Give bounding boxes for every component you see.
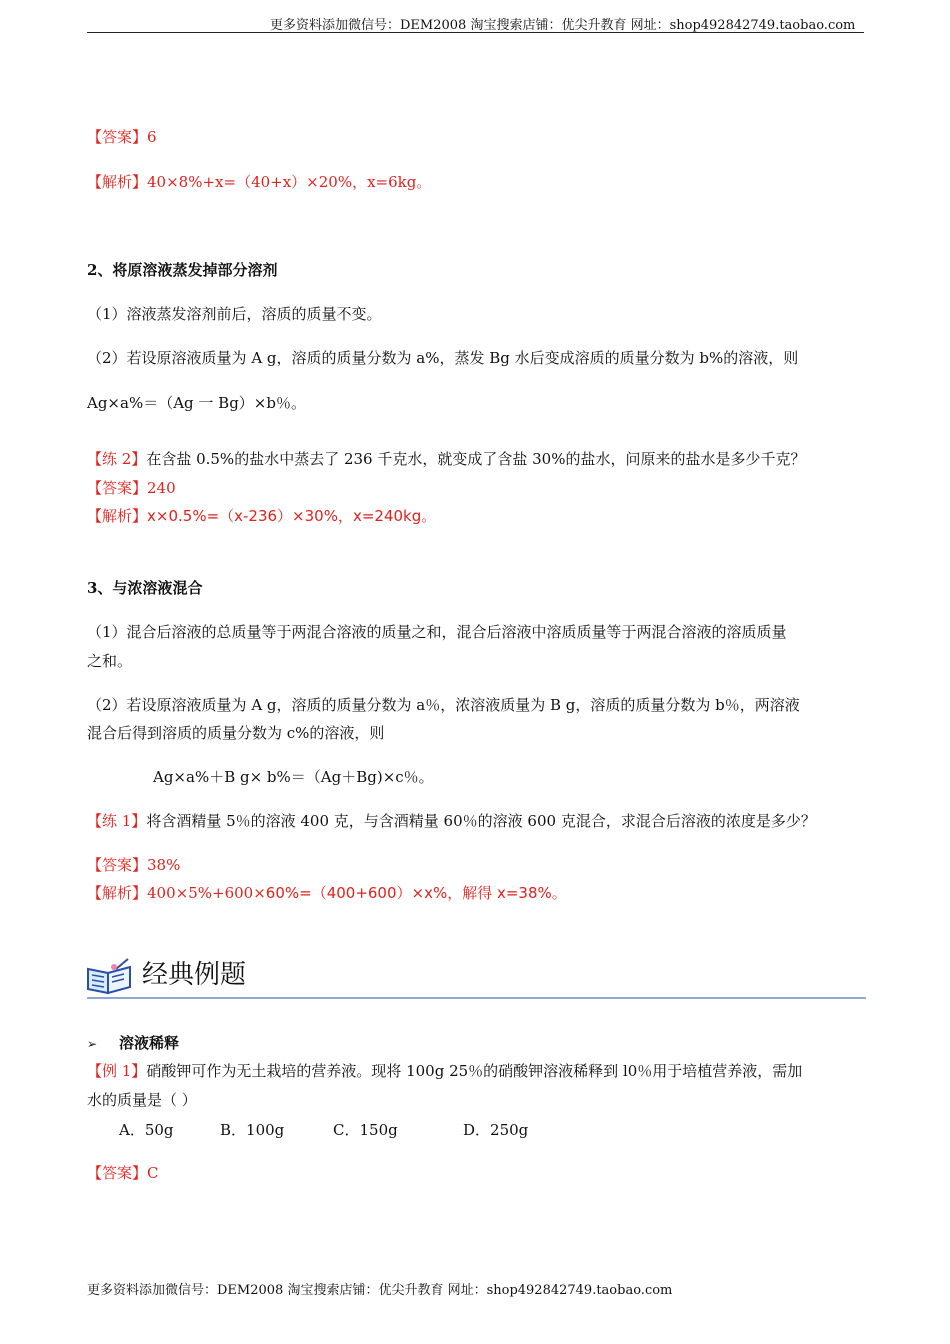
header-rule: [87, 32, 864, 33]
option-a: A．50g: [119, 1121, 174, 1139]
answer-line-4: [87, 1163, 159, 1183]
analysis-line-1: [87, 172, 431, 192]
answer-value: 240: [147, 479, 176, 497]
formula: Ag×a%＝（Ag 一 Bg）×b％。: [87, 394, 306, 412]
paragraph: 之和。: [87, 652, 133, 670]
answer-line-2: [87, 478, 176, 498]
analysis-text: x×0.5%=（x-236）×30%，x=240kg。: [147, 507, 437, 525]
answer-tag: 【答案】: [87, 1164, 148, 1182]
subsection-title: 溶液稀释: [119, 1034, 180, 1052]
page-header: 更多资料添加微信号：DEM2008 淘宝搜索店铺：优尖升教育 网址：shop492842749.taobao.com: [270, 18, 856, 33]
answer-tag: 【答案】: [87, 856, 148, 874]
answer-value: 38%: [147, 856, 181, 874]
section-rule: [87, 997, 866, 999]
paragraph: （1）混合后溶液的总质量等于两混合溶液的质量之和，混合后溶液中溶质质量等于两混合溶液的溶质质量: [87, 623, 787, 641]
practice-tag: 【练 1】: [87, 812, 147, 830]
analysis-line-2: [87, 506, 436, 526]
practice-text: 将含酒精量 5％的溶液 400 克，与含酒精量 60％的溶液 600 克混合，求混合后溶液的浓度是多少？: [146, 812, 816, 830]
analysis-tag: 【解析】: [87, 884, 148, 902]
formula: Ag×a%＋B g× b%＝（Ag＋Bg)×c％。: [153, 768, 434, 786]
option-c: C．150g: [333, 1121, 398, 1139]
answer-value: C: [147, 1164, 159, 1182]
option-d: D．250g: [463, 1121, 529, 1139]
analysis-text: 40×8%+x=（40+x）×20%，x=6kg。: [147, 173, 432, 191]
open-book-icon: [84, 957, 136, 997]
section-title-mix: 3、与浓溶液混合: [87, 579, 203, 597]
section-title-evaporate: 2、将原溶液蒸发掉部分溶剂: [87, 261, 278, 279]
example-question-cont: 水的质量是（ ）: [87, 1091, 197, 1109]
paragraph: （2）若设原溶液质量为 A g，溶质的质量分数为 a％，浓溶液质量为 B g，溶质的质量分数为 b％，两溶液: [87, 696, 800, 714]
paragraph: （1）溶液蒸发溶剂前后，溶质的质量不变。: [87, 305, 382, 323]
subsection-heading: [87, 1033, 97, 1054]
practice-question: [87, 811, 816, 831]
answer-value: 6: [147, 128, 157, 146]
paragraph: （2）若设原溶液质量为 A g，溶质的质量分数为 a%，蒸发 Bg 水后变成溶质的质量分数为 b%的溶液，则: [87, 349, 799, 367]
option-b: B．100g: [220, 1121, 285, 1139]
analysis-line-3: [87, 883, 567, 903]
analysis-text: 400×5%+600×: [147, 884, 266, 902]
analysis-tag: 【解析】: [87, 173, 148, 191]
page-footer: 更多资料添加微信号：DEM2008 淘宝搜索店铺：优尖升教育 网址：shop492842749.taobao.com: [87, 1283, 673, 1298]
answer-line-3: [87, 855, 180, 875]
answer-tag: 【答案】: [87, 128, 148, 146]
practice-question: [87, 449, 805, 469]
paragraph: 混合后得到溶质的质量分数为 c%的溶液，则: [87, 724, 385, 742]
analysis-tag: 【解析】: [87, 507, 148, 525]
section-heading-classic: 经典例题: [142, 960, 247, 990]
example-question: [87, 1061, 802, 1081]
analysis-text-cont: 60%=（400+600）×x%，解得 x=38%。: [265, 884, 567, 902]
example-text: 硝酸钾可作为无土栽培的营养液。现将 100g 25％的硝酸钾溶液稀释到 l0％用于培植营养液，需加: [146, 1062, 803, 1080]
answer-line-1: [87, 127, 157, 147]
example-tag: 【例 1】: [87, 1062, 147, 1080]
practice-text: 在含盐 0.5%的盐水中蒸去了 236 千克水，就变成了含盐 30%的盐水，问原来的盐水是多少千克？: [146, 450, 806, 468]
answer-tag: 【答案】: [87, 479, 148, 497]
bullet-arrow-icon: ➢: [87, 1037, 98, 1051]
practice-tag: 【练 2】: [87, 450, 147, 468]
